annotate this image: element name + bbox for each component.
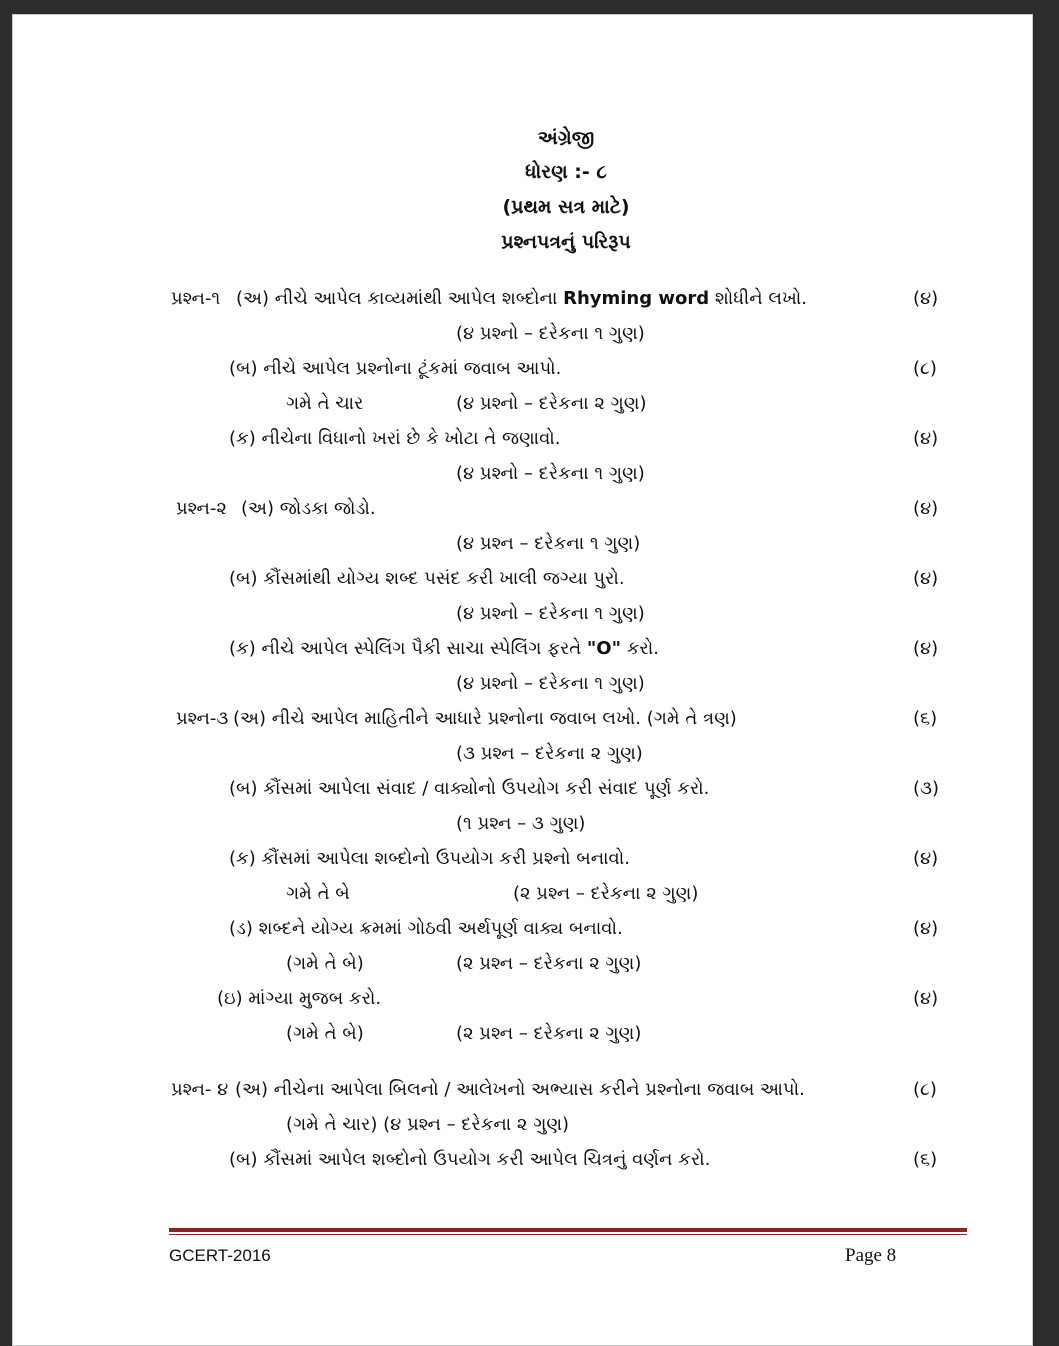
footer-rule-thin <box>169 1234 967 1235</box>
question-1c-marks: (૪) <box>913 428 939 449</box>
question-3b-detail: (૧ પ્રશ્ન – ૩ ગુણ) <box>456 813 586 834</box>
question-3a-detail: (૩ પ્રશ્ન – દરેકના ૨ ગુણ) <box>456 743 643 764</box>
term-heading: (પ્રથમ સત્ર માટે) <box>502 196 630 218</box>
question-3e-detail: (૨ પ્રશ્ન – દરેકના ૨ ગુણ) <box>456 1023 642 1044</box>
question-2a-text: (અ) જોડકા જોડો. <box>241 498 376 519</box>
question-2a-marks: (૪) <box>913 498 939 519</box>
question-3e-text: (ઇ) માંગ્યા મુજબ કરો. <box>217 988 382 1009</box>
question-2c-detail: (૪ પ્રશ્નો – દરેકના ૧ ગુણ) <box>456 673 645 694</box>
question-3a-text: (અ) નીચે આપેલ માહિતીને આધારે પ્રશ્નોના જવાબ લખો. (ગમે તે ત્રણ) <box>233 708 737 729</box>
question-2b-marks: (૪) <box>913 568 939 589</box>
question-3d-detail: (૨ પ્રશ્ન – દરેકના ૨ ગુણ) <box>456 953 642 974</box>
question-1-label: પ્રશ્ન-૧ <box>171 288 221 309</box>
question-2c-text: (ક) નીચે આપેલ સ્પેલિંગ પૈકી સાચા સ્પેલિંગ ફરતે "O" કરો. <box>229 638 659 659</box>
question-4b-text: (બ) કૌંસમાં આપેલ શબ્દોનો ઉપયોગ કરી આપેલ ચિત્રનું વર્ણન કરો. <box>229 1149 711 1170</box>
page-number: Page 8 <box>845 1245 897 1266</box>
question-3d-marks: (૪) <box>913 918 939 939</box>
question-3c-text: (ક) કૌંસમાં આપેલા શબ્દોનો ઉપયોગ કરી પ્રશ્નો બનાવો. <box>229 848 630 869</box>
question-3c-detail: (૨ પ્રશ્ન – દરેકના ૨ ગુણ) <box>513 883 699 904</box>
question-3-label: પ્રશ્ન-૩ <box>176 708 229 729</box>
question-2c-marks: (૪) <box>913 638 939 659</box>
question-1b-choice: ગમે તે ચાર <box>286 393 364 414</box>
question-2b-text: (બ) કૌંસમાંથી યોગ્ય શબ્દ પસંદ કરી ખાલી જગ્યા પુરો. <box>229 568 625 589</box>
blueprint-heading: પ્રશ્નપત્રનું પરિરૂપ <box>501 231 631 253</box>
question-3d-text: (ડ) શબ્દને યોગ્ય ક્રમમાં ગોઠવી અર્થપૂર્ણ વાક્ય બનાવો. <box>229 918 623 939</box>
document-page <box>12 14 1033 1346</box>
question-3b-text: (બ) કૌંસમાં આપેલા સંવાદ / વાક્યોનો ઉપયોગ કરી સંવાદ પૂર્ણ કરો. <box>229 778 710 799</box>
question-3d-choice: (ગમે તે બે) <box>286 953 364 974</box>
question-2a-detail: (૪ પ્રશ્ન – દરેકના ૧ ગુણ) <box>456 533 641 554</box>
question-1b-text: (બ) નીચે આપેલ પ્રશ્નોના ટૂંકમાં જવાબ આપો. <box>229 358 562 379</box>
question-3a-marks: (૬) <box>913 708 938 729</box>
question-3b-marks: (૩) <box>913 778 940 799</box>
question-1c-detail: (૪ પ્રશ્નો – દરેકના ૧ ગુણ) <box>456 463 645 484</box>
question-1b-detail: (૪ પ્રશ્નો – દરેકના ૨ ગુણ) <box>456 393 647 414</box>
footer-left-text: GCERT-2016 <box>169 1246 271 1265</box>
question-3e-choice: (ગમે તે બે) <box>286 1023 364 1044</box>
question-4a-marks: (૮) <box>913 1079 937 1100</box>
grade-heading: ધોરણ :- ૮ <box>525 161 607 183</box>
question-3c-marks: (૪) <box>913 848 939 869</box>
question-4-label: પ્રશ્ન- ૪ <box>171 1079 229 1100</box>
question-4b-marks: (૬) <box>913 1149 938 1170</box>
question-4a-detail: (ગમે તે ચાર) (૪ પ્રશ્ન – દરેકના ૨ ગુણ) <box>286 1114 570 1135</box>
subject-heading: અંગ્રેજી <box>537 127 595 149</box>
question-1a-text: (અ) નીચે આપેલ કાવ્યમાંથી આપેલ શબ્દોના Rhyming word શોધીને લખો. <box>236 288 807 309</box>
question-3c-choice: ગમે તે બે <box>286 883 350 904</box>
question-1b-marks: (૮) <box>913 358 937 379</box>
question-1a-marks: (૪) <box>913 288 939 309</box>
question-1a-detail: (૪ પ્રશ્નો – દરેકના ૧ ગુણ) <box>456 323 645 344</box>
question-2-label: પ્રશ્ન-૨ <box>176 498 227 519</box>
question-2b-detail: (૪ પ્રશ્નો – દરેકના ૧ ગુણ) <box>456 603 645 624</box>
question-4a-text: (અ) નીચેના આપેલા બિલનો / આલેખનો અભ્યાસ કરીને પ્રશ્નોના જવાબ આપો. <box>235 1079 805 1100</box>
question-1c-text: (ક) નીચેના વિધાનો ખરાં છે કે ખોટા તે જણાવો. <box>229 428 561 449</box>
footer-rule-thick <box>169 1228 967 1232</box>
question-3e-marks: (૪) <box>913 988 939 1009</box>
